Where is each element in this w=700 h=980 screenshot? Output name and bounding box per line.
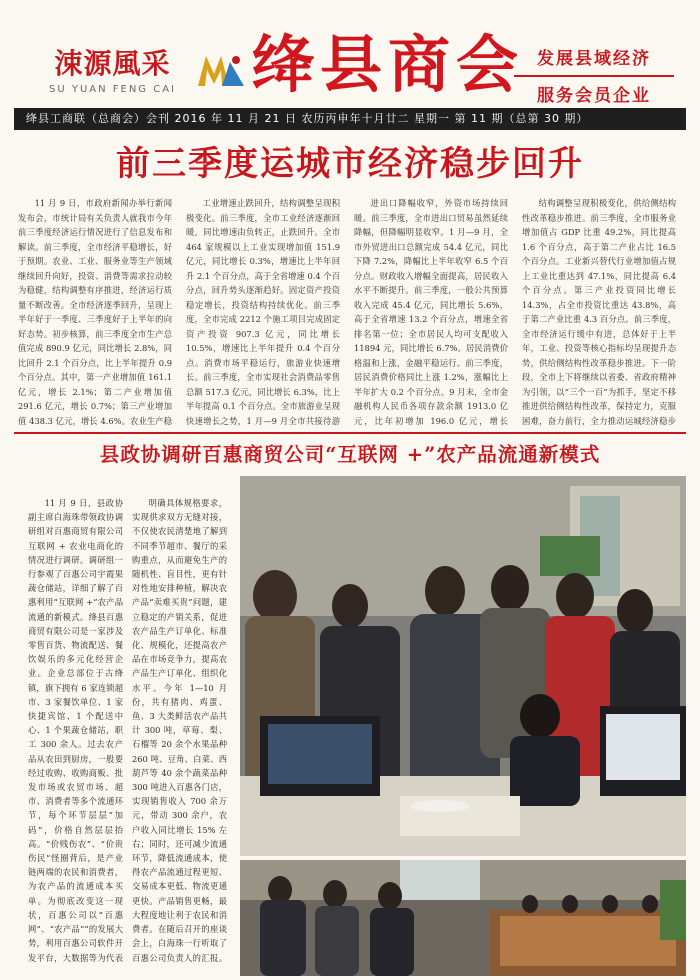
article-1-column bbox=[186, 196, 340, 430]
article-1-headline[interactable]: 前三季度运城市经济稳步回升 bbox=[116, 144, 584, 184]
brand-block bbox=[40, 42, 185, 95]
newspaper-title: 绛县商会 bbox=[252, 28, 525, 101]
slogan-line-1: 发展县域经济 bbox=[537, 49, 651, 69]
article-1-column bbox=[354, 196, 508, 430]
article-2-body bbox=[28, 496, 228, 966]
brand-pinyin: SU YUAN FENG CAI bbox=[48, 84, 177, 95]
masthead bbox=[0, 0, 700, 108]
photo-computer-demonstration bbox=[240, 476, 686, 856]
article-1-col1-text: 11 月 9 日，市政府新闻办举行新闻发布会，市统计局有关负责人就我市今年前三季度经济运行情况进行了信息发布和解读。前三季度，全市经济平稳增长，好于预期。农业、工业、服务业等生产领域继续回升向好，投资、消费等需求拉动较为稳健，结构调整有序推进，经济运行质量不断改善。全市经济逐季回升，呈现上半年好于一季度、三季度好于上半年的向好态势。初步核算，前三季度全市生产总值完成 890.9 亿元，同比增长 2.8%，同比回升 2.1 个百分点，比上半年提升 0.9 个百分点。其中，第一产业增加值 161.1 亿元，增长 2.1%；第二产业增加值 291.6 亿元，增长 0.7%；第三产业增加值 438.3 亿元，增长 4.6%。农业生产稳 bbox=[18, 198, 172, 426]
article-1-column bbox=[18, 196, 172, 430]
chamber-logo-icon bbox=[196, 52, 246, 88]
article-1-column bbox=[522, 196, 676, 430]
slogan bbox=[514, 44, 674, 106]
issue-info-bar: 绛县工商联（总商会）会刊 2016 年 11 月 21 日 农历丙申年十月廿二 星期一 第 11 期（总第 30 期） bbox=[14, 108, 686, 130]
article-2-col1-text: 11 月 9 日，县政协副主席白海珠带领政协调研组对百惠商贸有限公司互联网 + 农业电商化的情况进行调研。调研组一行参观了百惠公司宇霞果蔬仓储站，详细了解了百惠利用“互联网 +”农产品流通的新模式。绛县百惠商贸有限公司是一家涉及零售百货、物流配送、餐饮娱乐的多元化经营企业。企业总部位于古绛镇，旗下拥有 6 家连锁超市、3 家餐饮单位、1 家快捷宾馆、1 个配送中心、1 个果蔬仓储站，职工 300 余人。过去农产品从农田到厨房，一般要经过收购、收购商贩、批发市场或农贸市场、超市、消费者等多个流通环节，每个环节层层“加码”，价格自然层层抬高。“价贱伤农”、“价贵伤民”怪圈背后，是产业链两端的农民和消费者，为农产品的流通成本买单。为彻底改变这一现状，百惠公司以“百惠网”、“农产品”“的发展大势，利用百惠公司软件开发平台，大数据等为代表 bbox=[28, 498, 123, 963]
article-2-col2-text: 明确具体规格要求，实现供求双方无缝对接，不仅使农民清楚地了解到不同季节超市、餐厅的采购重点，从而避免生产的随机性、盲目性，更有针对性地安排种植，解决农产品“卖难买贵”问题，建立稳定的产销关系，促进农产品生产订单化、标准化、规模化，还提高农产品在市场竞争力，提高农产品生产订单化、组织化水平。今年 1—10 月份，共有猪肉、鸡蛋、鱼、3 大类鲜活农产品共计 300 吨，草莓、梨、石榴等 20 余个水果品种 260 吨、豆角、白菜、西葫芦等 40 余个蔬菜品种 300 吨进入百惠各门店，实现销售收入 700 余万元，带动 300 余户，农户收入同比增长 15% 左右；同时，还可减少流通环节，降低流通成本，使得农产品流通过程更短、交易成本更低、物流更通更快。产品销售更畅，最大程度地让利于农民和消费者。在随后召开的座谈会上，白海珠一行听取了百惠公司负责人的汇报。 bbox=[132, 498, 227, 963]
article-1-col2-text: 工业增速止跌回升，结构调整呈现积极变化。前三季度，全市工业经济逐渐回暖，同比增速由负转正，止跌回升。全市 464 家规模以上工业实现增加值 151.9 亿元，同比增长 0.3%，增速比上半年回升 2.1 个百分点，高于全省增速 0.4 个百分点，回升势头逐渐趋好。固定资产投资稳定增长，投资结构持续优化。前三季度，全市完成 2212 个施工项目完成固定资产投资 907.3 亿元，同比增长 10.5%，增速比上半年提升 0.4 个百分点。消费市场平稳运行，旅游业快速增长。前三季度，全市实现社会消费品零售总额 517.3 亿元，同比增长 6.3%，比上半年提高 0.1 个百分点。全市旅游业呈现快速增长之势，1 月—9 月全市共接待游 bbox=[186, 198, 340, 426]
brand-name: 涑源風采 bbox=[54, 47, 171, 80]
slogan-line-2: 服务会员企业 bbox=[514, 75, 674, 106]
article-1-col3-text: 进出口降幅收窄，外资市场持续回暖。前三季度，全市进出口贸易虽然延续降幅，但降幅明显收窄。1 月—9 月，全市外贸进出口总额完成 54.4 亿元，同比下降 7.2%，降幅比上半年收窄 6.5 个百分点。财政收入增幅全面提高，居民收入水平不断提升。前三季度，一般公共预算收入完成 45.4 亿元，同比增长 5.6%，高于全省增速 13.2 个百分点，增速全省排名第一位；全市居民人均可支配收入 11894 元，同比增长 6.7%。居民消费价格温和上涨，金融平稳运行。前三季度，居民消费价格同比上涨 1.2%，涨幅比上半年扩大 0.2 个百分点。9 月末，全市金融机构人民币各项存款余额 1913.0 亿元，比年初增加 196.0 亿元，增长 bbox=[354, 198, 508, 426]
article-2-headline[interactable]: 县政协调研百惠商贸公司“互联网 +”农产品流通新模式 bbox=[99, 443, 601, 466]
article-1-col4-text: 结构调整呈现积极变化，供给侧结构性改革稳步推进。前三季度，全市服务业增加值占 GDP 比重 49.2%，同比提高 1.6 个百分点，高于第二产业占比 16.5 个百分点。工业新兴替代行业增加值占规上工业比重达到 47.1%，同比提高 6.4 个百分点。第三产业投资同比增长 14.3%，占全市投资比重达 43.8%，高于第二产业比重 4.3 百分点。前三季度，全市经济运行缓中有进，总体好于上半年，工业、投资等核心指标均呈现提升态势，供给侧结构性改革稳步推进。下一阶段，全市上下将继续以省委、省政府精神为引领，以“三个一百”为抓手，坚定不移推进供给侧结构性改革，保持定力，克服困难，奋力前行，全力推动运城经济稳步 bbox=[522, 198, 676, 426]
article-1-body bbox=[18, 196, 684, 430]
photo-meeting-room bbox=[240, 860, 686, 976]
article-2-column bbox=[28, 496, 123, 966]
article-2-column bbox=[132, 496, 227, 966]
